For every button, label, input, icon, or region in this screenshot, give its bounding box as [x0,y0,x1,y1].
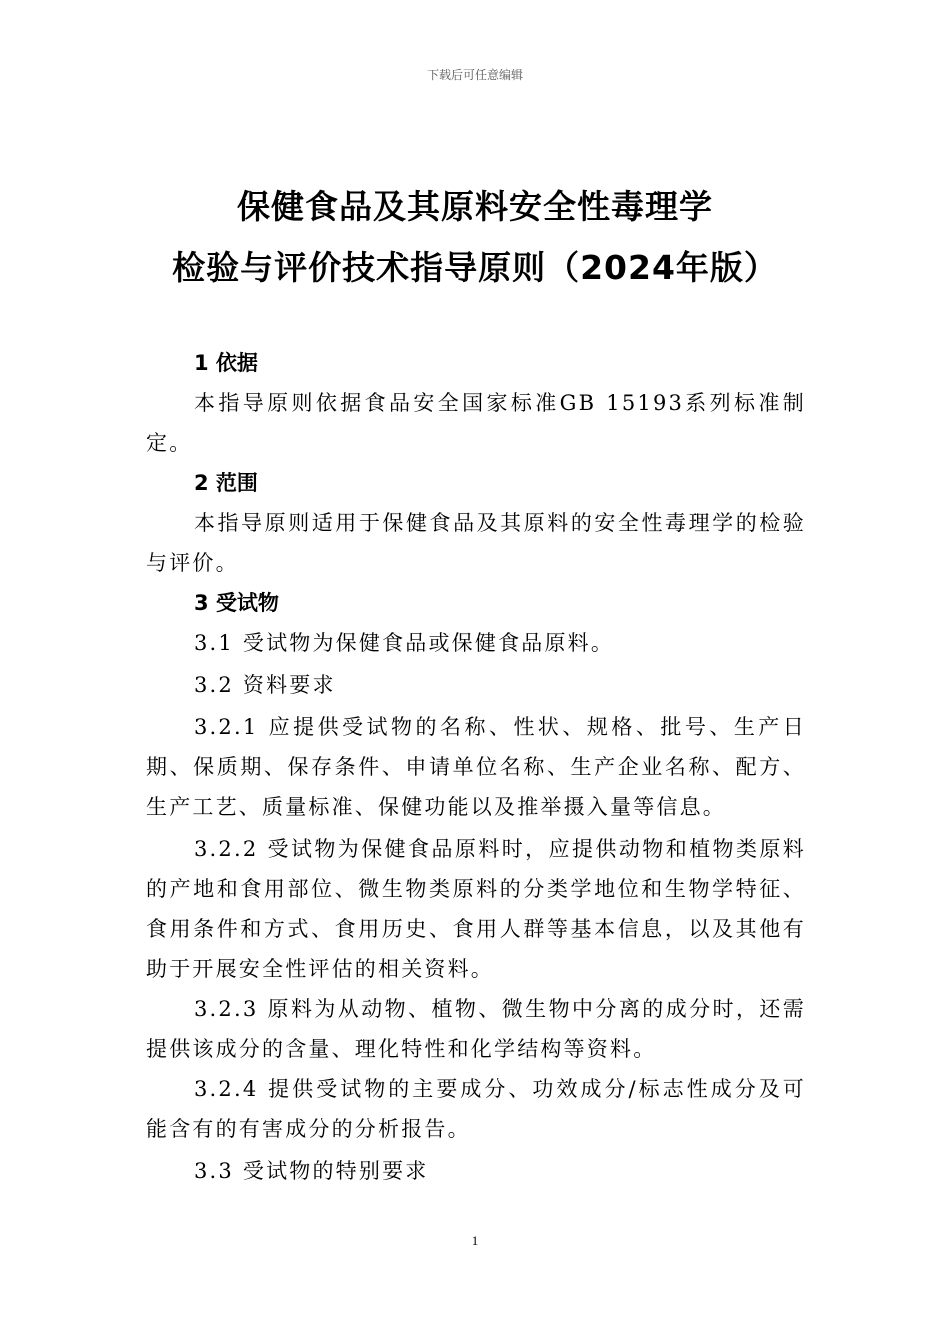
document-body [146,343,806,1191]
paragraph-3-2: 3.2 资料要求 [194,673,336,697]
paragraph-3-1: 3.1 受试物为保健食品或保健食品原料。 [194,631,615,655]
paragraph-3-3: 3.3 受试物的特别要求 [194,1159,429,1183]
section-heading-scope: 2 范围 [194,471,258,495]
paragraph-3-2-3: 3.2.3 原料为从动物、植物、微生物中分离的成分时，还需提供该成分的含量、理化特性和化学结构等资料。 [146,997,806,1061]
page-number: 1 [471,1233,479,1248]
paragraph-scope: 本指导原则适用于保健食品及其原料的安全性毒理学的检验与评价。 [146,511,806,575]
paragraph-3-2-4: 3.2.4 提供受试物的主要成分、功效成分/标志性成分及可能含有的有害成分的分析报告。 [146,1077,806,1141]
document-title-line-2: 检验与评价技术指导原则（2024年版） [172,248,778,287]
header-note: 下载后可任意编辑 [426,68,523,82]
paragraph-3-2-2: 3.2.2 受试物为保健食品原料时，应提供动物和植物类原料的产地和食用部位、微生物类原料的分类学地位和生物学特征、食用条件和方式、食用历史、食用人群等基本信息，以及其他有助于开展安全性评估的相关资料。 [146,837,806,981]
section-heading-test-substance: 3 受试物 [194,591,279,615]
paragraph-basis: 本指导原则依据食品安全国家标准GB 15193系列标准制定。 [146,391,806,455]
paragraph-3-2-1: 3.2.1 应提供受试物的名称、性状、规格、批号、生产日期、保质期、保存条件、申请单位名称、生产企业名称、配方、生产工艺、质量标准、保健功能以及推举摄入量等信息。 [146,715,806,819]
document-title-line-1: 保健食品及其原料安全性毒理学 [237,187,713,226]
section-heading-basis: 1 依据 [194,351,258,375]
